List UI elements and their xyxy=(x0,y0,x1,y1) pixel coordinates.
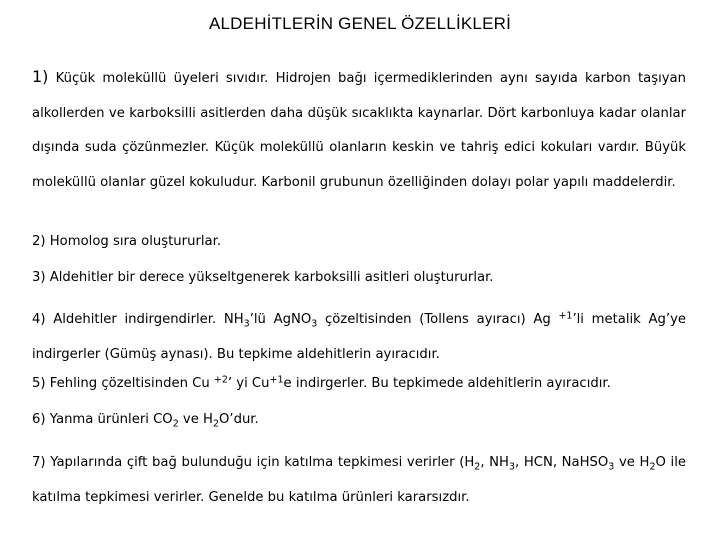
item-4-number: 4) xyxy=(32,312,46,327)
subscript: 2 xyxy=(212,418,219,430)
text-segment: ’lü AgNO xyxy=(249,312,312,327)
text-segment: ’li metalik Ag’ye indirgerler (Gümüş aynası). Bu tepkime aldehitlerin ayıracıdır. xyxy=(32,312,686,362)
item-7 xyxy=(32,446,686,515)
superscript: +2 xyxy=(213,374,228,386)
subscript: 3 xyxy=(508,461,515,473)
item-2-text: Homolog sıra oluştururlar. xyxy=(49,234,222,249)
superscript: +1 xyxy=(269,374,284,386)
text-segment: , NH xyxy=(480,455,509,470)
text-segment: O’dur. xyxy=(219,412,259,427)
item-5 xyxy=(32,374,686,394)
subscript: 2 xyxy=(649,461,656,473)
text-segment: Yapılarında çift bağ bulunduğu için katılma tepkimesi verirler (H xyxy=(50,455,475,470)
item-7-text xyxy=(32,455,686,505)
item-1-number: 1) xyxy=(32,67,49,86)
text-segment: e indirgerler. Bu tepkimede aldehitlerin ayıracıdır. xyxy=(283,376,611,391)
text-segment: , HCN, NaHSO xyxy=(515,455,609,470)
item-5-number: 5) xyxy=(32,376,46,391)
text-segment: Fehling çözeltisinden Cu xyxy=(49,376,214,391)
item-2 xyxy=(32,232,686,252)
item-6-text xyxy=(49,412,259,430)
text-segment: Yanma ürünleri CO xyxy=(49,412,173,427)
subscript: 2 xyxy=(474,461,481,473)
item-5-text xyxy=(50,376,611,391)
subscript: 2 xyxy=(172,418,179,430)
superscript: +1 xyxy=(558,310,573,322)
subscript: 3 xyxy=(311,318,318,330)
item-3-number: 3) xyxy=(32,270,46,285)
subscript: 3 xyxy=(608,461,615,473)
slide-title: ALDEHİTLERİN GENEL ÖZELLİKLERİ xyxy=(208,14,512,33)
item-6 xyxy=(32,410,686,430)
text-segment: ve H xyxy=(614,455,650,470)
subscript: 3 xyxy=(243,318,250,330)
text-segment: ’ yi Cu xyxy=(227,376,270,391)
text-segment: O ile katılma tepkimesi verirler. Genelde bu katılma ürünleri kararsızdır. xyxy=(32,455,687,505)
item-2-number: 2) xyxy=(32,234,46,249)
item-4 xyxy=(32,303,686,372)
item-3-text: Aldehitler bir derece yükseltgenerek karboksilli asitleri oluştururlar. xyxy=(49,270,494,285)
text-segment: Aldehitler indirgendirler. NH xyxy=(53,312,244,327)
item-1 xyxy=(32,60,686,200)
text-segment: ve H xyxy=(178,412,213,427)
item-4-text xyxy=(32,312,686,362)
item-7-number: 7) xyxy=(32,455,46,470)
text-segment: çözeltisinden (Tollens ayıracı) Ag xyxy=(317,312,559,327)
item-6-number: 6) xyxy=(32,412,46,427)
item-1-text: Küçük moleküllü üyeleri sıvıdır. Hidrojen bağı içermediklerinden aynı sayıda karbon taşıyan alkollerden ve karboksilli asitlerden daha düşük sıcaklıkta kaynarlar. Dört karbonluya kadar olanlar dışında suda çözünmezler. Küçük moleküllü olanların keskin ve tahriş edici kokuları vardır. Büyük moleküllü olanlar güzel kokuludur. Karbonil grubunun özelliğinden dolayı polar yapılı maddelerdir. xyxy=(32,71,686,190)
item-3 xyxy=(32,268,686,288)
